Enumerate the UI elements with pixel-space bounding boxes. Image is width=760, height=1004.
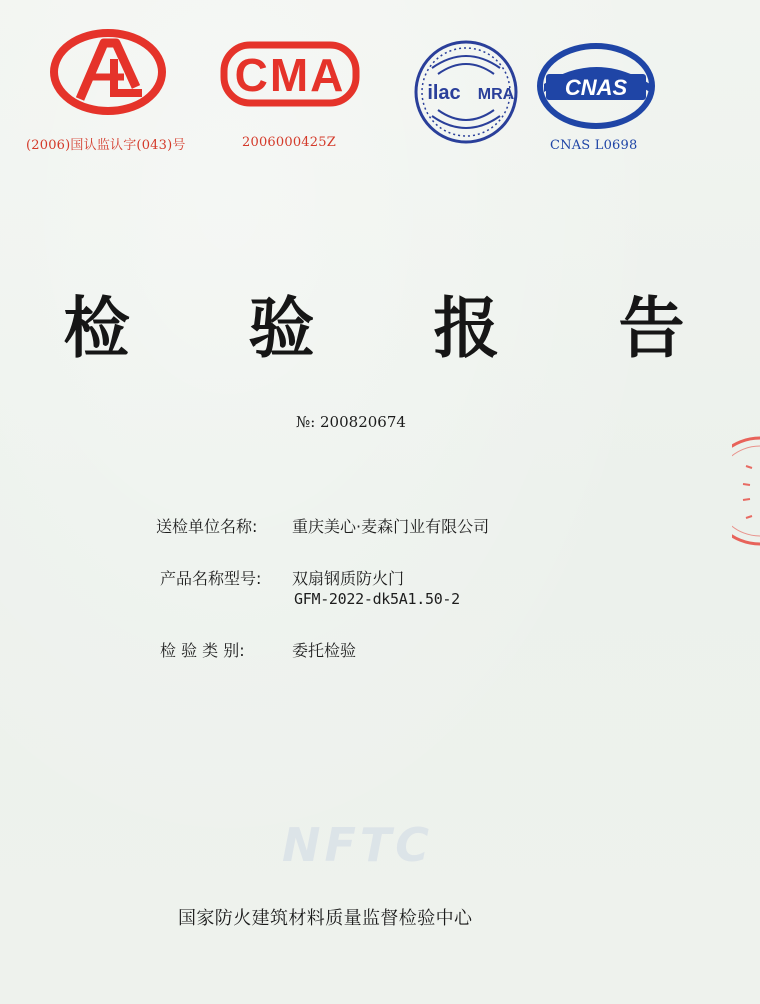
- mra-logo-text: MRA: [477, 86, 515, 103]
- seal-stamp-edge: [732, 436, 760, 546]
- inspection-type-value: 委托检验: [292, 641, 357, 660]
- inspection-type-label: 检 验 类 别:: [160, 641, 245, 660]
- cal-certificate-number: (2006)国认监认字(043)号: [26, 138, 186, 153]
- cnas-logo-text: CNAS: [564, 75, 628, 100]
- report-number: №: 200820674: [296, 413, 406, 431]
- product-value: 双扇钢质防火门: [292, 569, 405, 588]
- cal-logo: [50, 29, 166, 115]
- cma-logo: [220, 41, 360, 107]
- cma-certificate-number: 2006000425Z: [242, 135, 336, 150]
- cma-logo-text: CMA: [234, 49, 346, 101]
- product-label: 产品名称型号:: [160, 569, 262, 588]
- ilac-logo-text: ilac: [427, 82, 461, 104]
- product-model: GFM-2022-dk5A1.50-2: [294, 590, 460, 608]
- nftc-watermark: NFTC: [282, 818, 434, 872]
- client-value: 重庆美心·麦森门业有限公司: [292, 517, 490, 536]
- client-label: 送检单位名称:: [156, 517, 258, 536]
- issuing-organization: 国家防火建筑材料质量监督检验中心: [178, 908, 473, 929]
- report-title: 检 验 报 告: [63, 290, 733, 367]
- cnas-logo: [536, 40, 656, 132]
- cnas-certificate-number: CNAS L0698: [550, 138, 638, 153]
- ilac-mra-logo: [410, 38, 522, 146]
